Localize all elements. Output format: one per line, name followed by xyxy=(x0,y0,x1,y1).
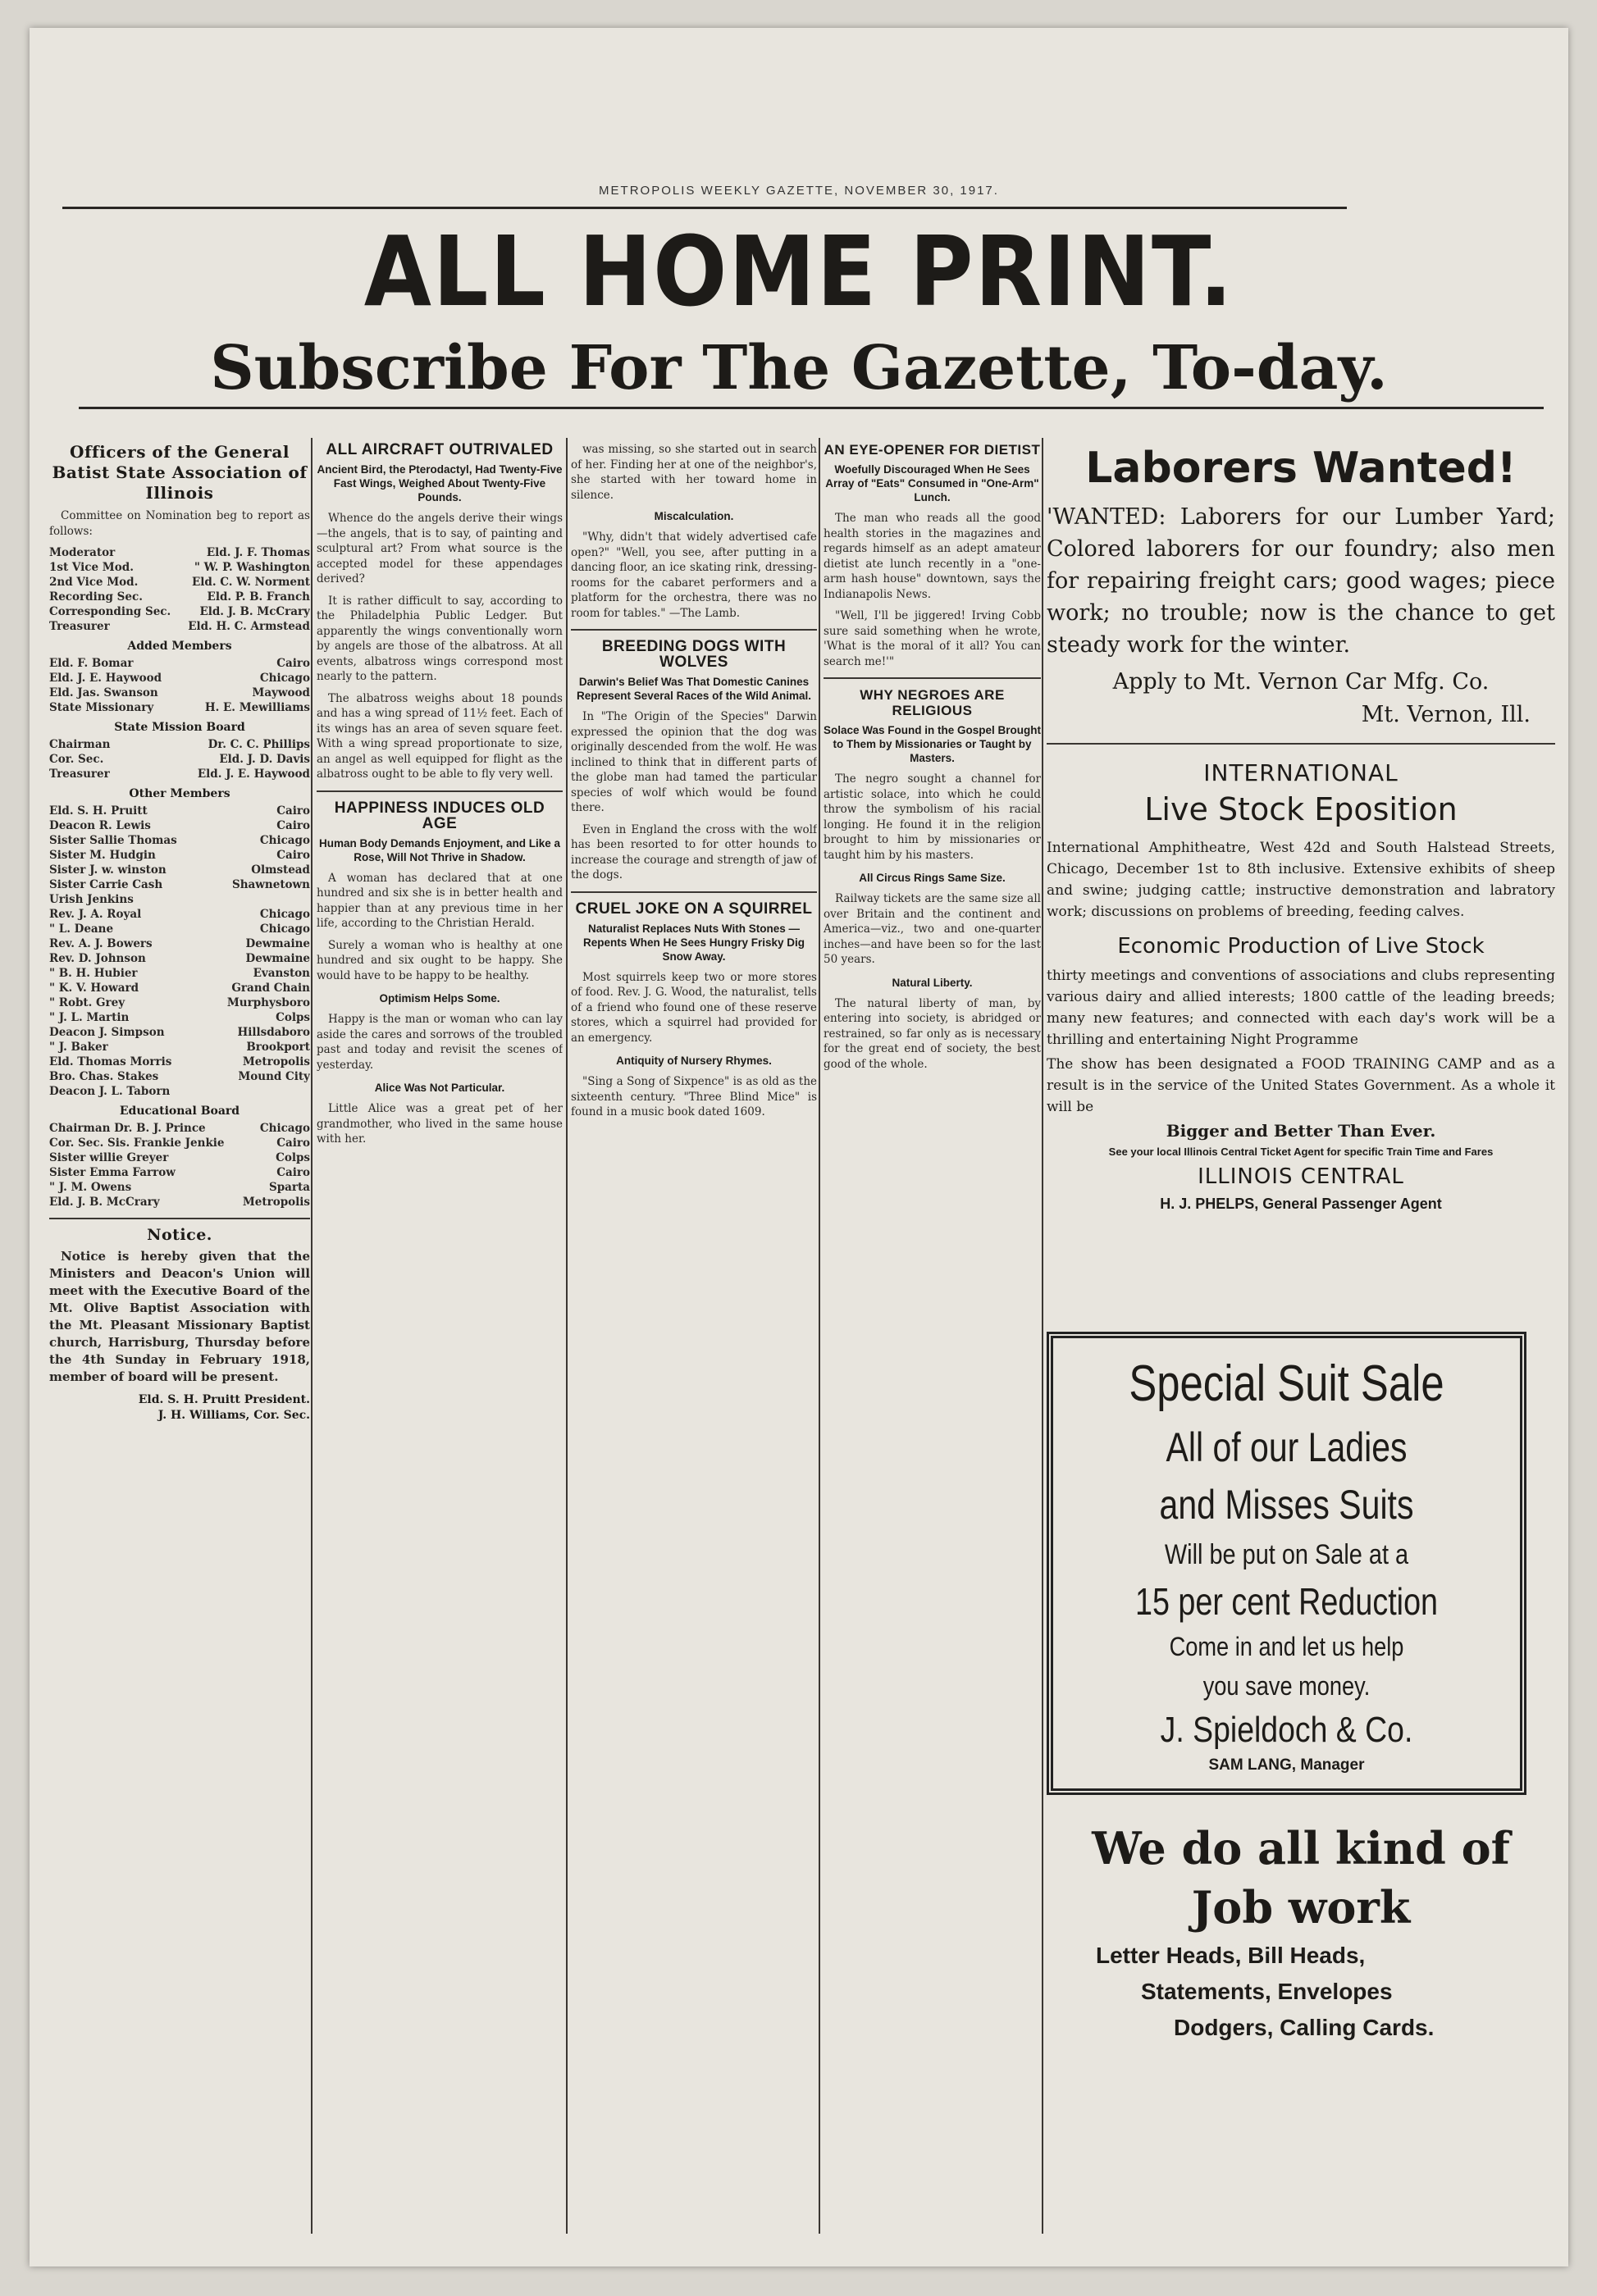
roster-name: " Robt. Grey xyxy=(49,996,125,1009)
roster-name: Sister J. w. winston xyxy=(49,863,167,877)
roster-value: Eld. C. W. Norment xyxy=(191,576,310,589)
headline-wolves: BREEDING DOGS WITH WOLVES xyxy=(601,638,787,671)
roster-row xyxy=(49,1165,310,1180)
headline-rhymes: Antiquity of Nursery Rhymes. xyxy=(616,1055,772,1067)
ad-suit-line: and Misses Suits xyxy=(1159,1482,1414,1528)
newspaper-page xyxy=(30,28,1568,2266)
roster-row xyxy=(49,1084,310,1099)
ad-laborers-body: 'WANTED: Laborers for our Lumber Yard; Colored laborers for our foundry; also men for repairing freight cars; good wages; piece work; no trouble; now is the chance to get steady work for the winter. xyxy=(1047,504,1555,658)
ad-expo-line2: Live Stock Eposition xyxy=(1144,791,1458,827)
roster-value: Cairo xyxy=(276,819,310,832)
roster-name: Bro. Chas. Stakes xyxy=(49,1070,159,1083)
roster-name: Eld. S. H. Pruitt xyxy=(49,804,148,818)
roster-value: Brookport xyxy=(246,1041,310,1054)
notice-text: Notice is hereby given that the Ministers and Deacon's Union will meet with the Executive Board of the Mt. Olive Baptist Association with the Mt. Pleasant Missionary Baptist church, Harrisburg, Thursday before the 4th Sunday in February 1918, member of board will be present. xyxy=(49,1249,310,1384)
roster-row xyxy=(49,545,310,560)
roster-value: Eld. J. F. Thomas xyxy=(206,546,310,559)
roster-row xyxy=(49,1195,310,1210)
headline-aircraft: ALL AIRCRAFT OUTRIVALED xyxy=(326,442,554,458)
officers-list xyxy=(49,545,310,634)
roster-name: " J. M. Owens xyxy=(49,1181,132,1194)
roster-name: Rev. D. Johnson xyxy=(49,952,146,965)
section-rule xyxy=(824,677,1041,679)
other-members-list xyxy=(49,804,310,1099)
ad-job-line: Letter Heads, Bill Heads, xyxy=(1096,1943,1366,1968)
roster-value: Olmstead xyxy=(251,863,310,877)
roster-name: Sister willie Greyer xyxy=(49,1151,169,1164)
column-wolves xyxy=(571,442,817,2238)
ads-upper xyxy=(1047,442,1555,1319)
article-text: "Why, didn't that widely advertised cafe open?" "Well, you see, after putting in a dancing floor, an ice skating rink, dressing-rooms for the cabaret performers and a platform for the orchestra, there was no room for tables." —The Lamb. xyxy=(571,531,817,620)
roster-value: Cairo xyxy=(276,1137,310,1150)
roster-row xyxy=(49,848,310,863)
article-text: Happy is the man or woman who can lay aside the cares and sorrows of the troubled past and today and revisit the scenes of yesterday. xyxy=(317,1013,563,1072)
article-text: The natural liberty of man, by entering into society, is abridged or restrained, so far only as is necessary for the great end of society, the best good of the whole. xyxy=(824,996,1041,1071)
ad-expo-agent: H. J. PHELPS, General Passenger Agent xyxy=(1160,1196,1442,1212)
roster-row xyxy=(49,981,310,995)
roster-value: Chicago xyxy=(259,1122,310,1135)
roster-value: Dr. C. C. Phillips xyxy=(208,738,310,751)
roster-name: Chairman xyxy=(49,738,111,751)
roster-row xyxy=(49,604,310,619)
roster-name: Moderator xyxy=(49,546,116,559)
roster-value: Shawnetown xyxy=(231,878,310,891)
roster-row xyxy=(49,560,310,575)
roster-value: Chicago xyxy=(259,672,310,685)
ad-suit-line: 15 per cent Reduction xyxy=(1134,1580,1439,1623)
roster-value: Eld. J. B. McCrary xyxy=(199,605,310,618)
roster-value: Cairo xyxy=(276,1166,310,1179)
roster-row xyxy=(49,922,310,936)
masthead-rule xyxy=(62,207,1347,209)
headline-liberty: Natural Liberty. xyxy=(892,976,973,989)
roster-value: " W. P. Washington xyxy=(194,561,310,574)
roster-row xyxy=(49,1010,310,1025)
roster-row xyxy=(49,1136,310,1150)
column-divider xyxy=(566,438,568,2234)
ad-job-line: Statements, Envelopes xyxy=(1141,1979,1393,2004)
roster-name: Eld. Thomas Morris xyxy=(49,1055,172,1068)
roster-value: Metropolis xyxy=(242,1055,310,1068)
other-members-head: Other Members xyxy=(129,787,230,800)
roster-row xyxy=(49,1150,310,1165)
roster-name: " J. Baker xyxy=(49,1041,108,1054)
roster-value: Grand Chain xyxy=(231,982,310,995)
roster-row xyxy=(49,575,310,590)
ad-expo-sub: Economic Production of Live Stock xyxy=(1117,934,1485,959)
roster-name: Rev. A. J. Bowers xyxy=(49,937,153,950)
educational-board-list xyxy=(49,1121,310,1210)
subhead-squirrel: Naturalist Replaces Nuts With Stones —Repents When He Sees Hungry Frisky Dig Snow Away. xyxy=(582,922,805,963)
masthead: METROPOLIS WEEKLY GAZETTE, NOVEMBER 30, 1917. xyxy=(599,184,999,198)
article-text: "Sing a Song of Sixpence" is as old as the sixteenth century. "Three Blind Mice" is found in a music book dated 1609. xyxy=(571,1075,817,1118)
roster-row xyxy=(49,966,310,981)
added-members-list xyxy=(49,656,310,715)
roster-value: H. E. Mewilliams xyxy=(204,701,310,714)
headline-miscalculation: Miscalculation. xyxy=(654,510,734,522)
ad-job-line: Dodgers, Calling Cards. xyxy=(1174,2015,1435,2040)
roster-name: Corresponding Sec. xyxy=(49,605,171,618)
roster-name: " L. Deane xyxy=(49,922,114,936)
roster-name: " K. V. Howard xyxy=(49,982,139,995)
headline-alice: Alice Was Not Particular. xyxy=(374,1082,505,1094)
roster-value: Eld. J. E. Haywood xyxy=(197,768,310,781)
notice-signature-1: Eld. S. H. Pruitt President. xyxy=(138,1393,310,1406)
ad-suit-line: SAM LANG, Manager xyxy=(1208,1756,1365,1774)
roster-name: Cor. Sec. xyxy=(49,753,104,766)
section-rule xyxy=(49,1218,310,1219)
headline-circus: All Circus Rings Same Size. xyxy=(859,872,1006,884)
roster-row xyxy=(49,737,310,752)
officers-title: Officers of the General Batist State Association of Illinois xyxy=(52,442,308,503)
notice-head: Notice. xyxy=(147,1226,212,1244)
subhead-negroes: Solace Was Found in the Gospel Brought to Them by Missionaries or Taught by Masters. xyxy=(824,724,1041,764)
section-rule xyxy=(571,629,817,631)
roster-value: Metropolis xyxy=(242,1196,310,1209)
headline-squirrel: CRUEL JOKE ON A SQUIRREL xyxy=(575,900,813,918)
article-text: Railway tickets are the same size all over Britain and the continent and America—viz., two and one-quarter inches—and have been so for the last 50 years. xyxy=(824,892,1041,966)
roster-name: State Missionary xyxy=(49,701,154,714)
roster-value: Maywood xyxy=(252,686,310,699)
column-dietist xyxy=(824,442,1041,2238)
roster-row xyxy=(49,1025,310,1040)
article-text: "Well, I'll be jiggered! Irving Cobb sure said something when he wrote, 'What is the moral of it all? You can search me!'" xyxy=(824,609,1041,668)
roster-name: " B. H. Hubier xyxy=(49,967,138,980)
roster-value: Sparta xyxy=(268,1181,310,1194)
educational-board-head: Educational Board xyxy=(119,1105,240,1118)
roster-row xyxy=(49,686,310,700)
mission-board-list xyxy=(49,737,310,781)
roster-row xyxy=(49,656,310,671)
roster-name: 2nd Vice Mod. xyxy=(49,576,139,589)
article-text: A woman has declared that at one hundred and six she is in better health and happier than at any previous time in her life, according to the Christian Herald. xyxy=(317,871,563,930)
roster-name: Eld. J. E. Haywood xyxy=(49,672,162,685)
subhead-aircraft: Ancient Bird, the Pterodactyl, Had Twenty-Five Fast Wings, Weighed About Twenty-Five Pounds. xyxy=(317,463,563,503)
roster-row xyxy=(49,833,310,848)
roster-value: Cairo xyxy=(276,657,310,670)
section-rule xyxy=(1047,743,1555,745)
roster-name: Eld. F. Bomar xyxy=(49,657,134,670)
roster-value: Eld. P. B. Franch xyxy=(207,590,310,604)
ad-suit-line: J. Spieldoch & Co. xyxy=(1160,1710,1413,1750)
roster-row xyxy=(49,892,310,907)
roster-value: Dewmaine xyxy=(245,952,310,965)
column-aircraft xyxy=(317,442,563,2238)
roster-value: Eld. H. C. Armstead xyxy=(188,620,310,633)
roster-row xyxy=(49,936,310,951)
column-divider xyxy=(311,438,313,2234)
subhead-happiness: Human Body Demands Enjoyment, and Like a Rose, Will Not Thrive in Shadow. xyxy=(318,836,561,863)
roster-row xyxy=(49,590,310,604)
ad-laborers-place: Mt. Vernon, Ill. xyxy=(1361,702,1531,727)
roster-value: Mound City xyxy=(238,1070,310,1083)
ad-expo-small: See your local Illinois Central Ticket Agent for specific Train Time and Fares xyxy=(1108,1146,1494,1158)
ad-suit-sale xyxy=(1047,1332,1526,1795)
roster-value: Evanston xyxy=(253,967,310,980)
roster-value: Cairo xyxy=(276,849,310,862)
roster-name: Sister Carrie Cash xyxy=(49,878,163,891)
ad-expo-body: International Amphitheatre, West 42d and South Halstead Streets, Chicago, December 1st to 8th inclusive. Extensive exhibits of sheep and swine; judging cattle; instructive demonstration and labratory work; discussions on problems of breeding, feeding calves. xyxy=(1047,840,1555,920)
notice-signature-2: J. H. Williams, Cor. Sec. xyxy=(157,1409,310,1422)
roster-name: Rev. J. A. Royal xyxy=(49,908,142,921)
roster-name: Recording Sec. xyxy=(49,590,143,604)
roster-name: Eld. J. B. McCrary xyxy=(49,1196,160,1209)
ad-suit-line: you save money. xyxy=(1202,1671,1371,1701)
ad-suit-line: Come in and let us help xyxy=(1169,1632,1404,1661)
article-text: It is rather difficult to say, according to the Philadelphia Public Ledger. But apparently the wings conventionally worn by angels are those of the albatross. At all events, albatross wings correspond most nearly to the pattern. xyxy=(317,594,563,683)
roster-value: Murphysboro xyxy=(226,996,310,1009)
roster-row xyxy=(49,863,310,877)
roster-name: Deacon J. L. Taborn xyxy=(49,1085,171,1098)
headline-optimism: Optimism Helps Some. xyxy=(379,992,500,1004)
column-divider xyxy=(819,438,820,2234)
roster-row xyxy=(49,619,310,634)
roster-row xyxy=(49,907,310,922)
ad-laborers-head: Laborers Wanted! xyxy=(1085,444,1517,493)
article-text: The man who reads all the good health stories in the magazines and regards himself as an adept amateur dietist ate lunch recently in a "one-arm hash house" downtown, says the Indianapolis News. xyxy=(824,512,1041,601)
ad-expo-line1: INTERNATIONAL xyxy=(1203,759,1399,786)
roster-name: Sister M. Hudgin xyxy=(49,849,156,862)
article-text: The negro sought a channel for artistic solace, into which he could throw the symbolism of his racial longing. He found it in the religion brought to him by missionaries or taught him by his masters. xyxy=(824,772,1041,862)
banner-rule xyxy=(79,407,1544,409)
roster-row xyxy=(49,1040,310,1055)
roster-value: Chicago xyxy=(259,922,310,936)
roster-row xyxy=(49,804,310,818)
article-text: Whence do the angels derive their wings—the angels, that is to say, of painting and sculptural art? From what source is the accepted model for these appendages derived? xyxy=(317,512,563,585)
section-rule xyxy=(317,790,563,792)
roster-row xyxy=(49,1121,310,1136)
ad-expo-body3: The show has been designated a FOOD TRAINING CAMP and as a result is in the service of the United States Government. As a whole it will be xyxy=(1047,1056,1555,1115)
ad-suit-line: Will be put on Sale at a xyxy=(1164,1539,1409,1570)
roster-row xyxy=(49,818,310,833)
roster-value: Dewmaine xyxy=(245,937,310,950)
mission-board-head: State Mission Board xyxy=(114,721,245,734)
roster-name: Cor. Sec. Sis. Frankie Jenkie xyxy=(49,1137,225,1150)
ad-suit-line: Special Suit Sale xyxy=(1129,1355,1444,1412)
banner-headline: ALL HOME PRINT. xyxy=(363,215,1234,328)
ad-expo-rail: ILLINOIS CENTRAL xyxy=(1198,1164,1404,1189)
column-officers xyxy=(49,442,310,2238)
officers-intro: Committee on Nomination beg to report as follows: xyxy=(49,509,310,538)
article-text: Most squirrels keep two or more stores of food. Rev. J. G. Wood, the naturalist, tells of a friend who found one of these reserve stores, which a squirrel had provided for an emergency. xyxy=(571,970,817,1045)
section-rule xyxy=(571,891,817,893)
ad-job-line: Job work xyxy=(1191,1881,1411,1934)
roster-row xyxy=(49,700,310,715)
roster-name: " J. L. Martin xyxy=(49,1011,130,1024)
subhead-wolves: Darwin's Belief Was That Domestic Canines Represent Several Races of the Wild Animal. xyxy=(577,676,811,702)
roster-row xyxy=(49,752,310,767)
roster-value: Eld. J. D. Davis xyxy=(219,753,310,766)
roster-name: Urish Jenkins xyxy=(49,893,134,906)
roster-row xyxy=(49,767,310,781)
column-divider xyxy=(1042,438,1043,2234)
roster-name: 1st Vice Mod. xyxy=(49,561,134,574)
roster-row xyxy=(49,1055,310,1069)
roster-row xyxy=(49,995,310,1010)
ad-job-work xyxy=(1047,1820,1555,2164)
added-members-head: Added Members xyxy=(127,640,232,653)
article-text: was missing, so she started out in search of her. Finding her at one of the neighbor's, she started with her toward home in silence. xyxy=(571,443,817,502)
ad-laborers-apply: Apply to Mt. Vernon Car Mfg. Co. xyxy=(1112,669,1490,695)
roster-value: Cairo xyxy=(276,804,310,818)
headline-negroes: WHY NEGROES ARE RELIGIOUS xyxy=(860,687,1005,718)
roster-name: Treasurer xyxy=(49,620,110,633)
roster-value: Hillsdaboro xyxy=(237,1026,310,1039)
roster-name: Sister Emma Farrow xyxy=(49,1166,176,1179)
roster-name: Eld. Jas. Swanson xyxy=(49,686,158,699)
article-text: In "The Origin of the Species" Darwin expressed the opinion that the dog was originally descended from the wolf. He was inclined to think that in different parts of the globe man had tamed the particular species of wolf which would be found there. xyxy=(571,710,817,814)
roster-name: Sister Sallie Thomas xyxy=(49,834,177,847)
roster-name: Deacon R. Lewis xyxy=(49,819,151,832)
roster-name: Treasurer xyxy=(49,768,110,781)
roster-row xyxy=(49,1069,310,1084)
roster-row xyxy=(49,671,310,686)
headline-dietist: AN EYE-OPENER FOR DIETIST xyxy=(824,442,1041,458)
roster-name: Deacon J. Simpson xyxy=(49,1026,165,1039)
headline-happiness: HAPPINESS INDUCES OLD AGE xyxy=(334,799,545,832)
roster-row xyxy=(49,951,310,966)
article-text: Even in England the cross with the wolf has been resorted to for otter hounds to increase the courage and strength of jaw of the dogs. xyxy=(571,822,817,882)
roster-value: Colps xyxy=(276,1011,310,1024)
article-text: Surely a woman who is healthy at one hundred and six ought to be happy. She would have to be happy to be healthy. xyxy=(317,938,563,982)
roster-row xyxy=(49,1180,310,1195)
roster-value: Chicago xyxy=(259,834,310,847)
ad-suit-line: All of our Ladies xyxy=(1166,1424,1408,1470)
roster-value: Chicago xyxy=(259,908,310,921)
roster-row xyxy=(49,877,310,892)
subhead-dietist: Woefully Discouraged When He Sees Array of "Eats" Consumed in "One-Arm" Lunch. xyxy=(825,463,1039,503)
ad-expo-tag: Bigger and Better Than Ever. xyxy=(1166,1121,1436,1141)
roster-value: Colps xyxy=(276,1151,310,1164)
article-text: Little Alice was a great pet of her grandmother, who lived in the same house with her. xyxy=(317,1102,563,1146)
article-text: The albatross weighs about 18 pounds and has a wing spread of 11½ feet. Each of its wings has an area of seven square feet. With a wing spread proportionate to size, an angel as well equipped for flight as the albatross ought to be able to fly very well. xyxy=(317,691,563,781)
ad-expo-body2: thirty meetings and conventions of associations and clubs representing various dairy and allied interests; 1800 cattle of the leading breeds; many new features; and connected with each day's work will be a thrilling and entertaining Night Programme xyxy=(1047,968,1555,1048)
roster-name: Chairman Dr. B. J. Prince xyxy=(49,1122,206,1135)
banner-subscribe: Subscribe For The Gazette, To-day. xyxy=(210,333,1388,403)
ad-job-line: We do all kind of xyxy=(1092,1822,1510,1875)
